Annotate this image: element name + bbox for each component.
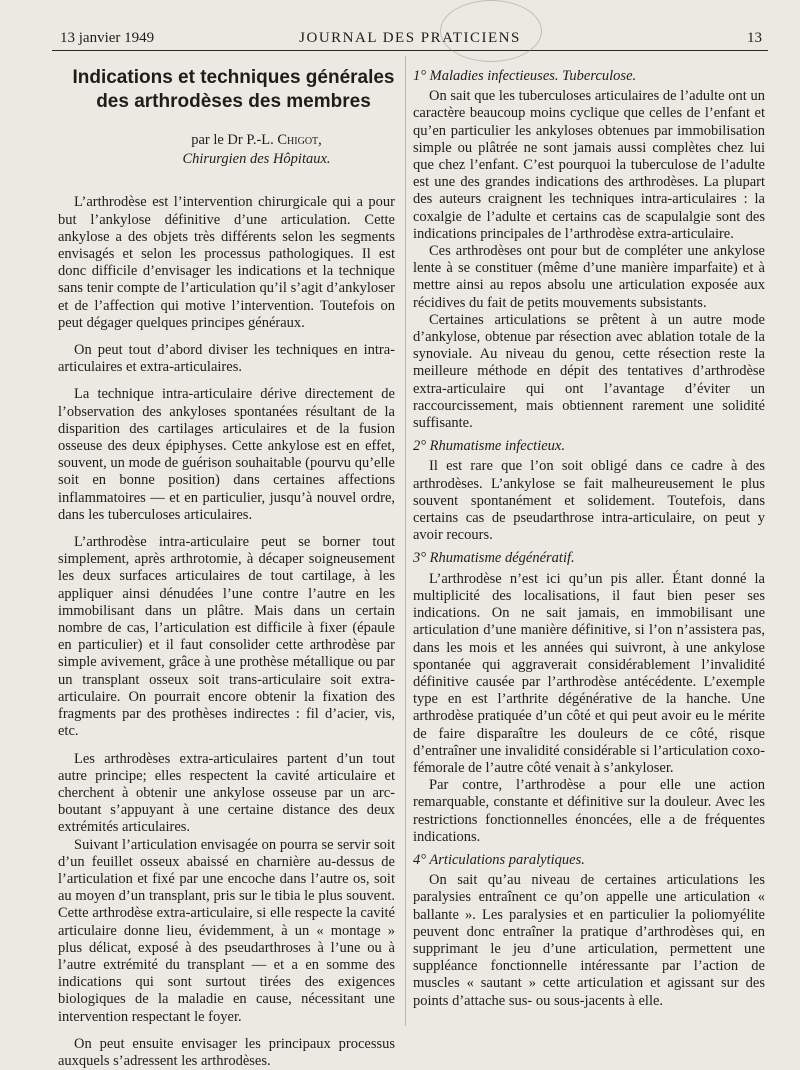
- section-heading: 3° Rhumatisme dégénératif.: [413, 550, 575, 567]
- paragraph: Par contre, l’arthrodèse a pour elle une action remarquable, constante et définitive sur la douleur. Avec les restrictions fonctionnelles énoncées, elle a de fréquentes indications.: [413, 777, 765, 845]
- paragraph: L’arthrodèse intra-articulaire peut se borner tout simplement, après arthrotomie, à décaper soigneusement les deux surfaces articulaires de tout cartilage, à les appliquer ainsi dénudées l’une contre l’autre en les immobilisant dans un plâtre. Mais dans un certain nombre de cas, l’articulation est difficile à fixer (épaule en particulier) et il faut consolider cette arthrodèse par simple avivement, grâce à une prothèse métallique ou par un transplant osseux soit trans-articulaire soit extra-articulaire. On pourrait encore obtenir la fixation des fragments par des prothèses indirectes : fil d’acier, vis, etc.: [58, 534, 395, 740]
- paragraph: Les arthrodèses extra-articulaires partent d’un tout autre principe; elles respectent la cavité articulaire et cherchent à obtenir une ankylose osseuse par un arc-boutant s’appuyant à une certaine distance des deux extrémités articulaires.: [58, 750, 395, 836]
- paragraph: On sait que les tuberculoses articulaires de l’adulte ont un caractère beaucoup moins cyclique que celles de l’enfant et qu’en particulier les ankyloses obtenues par immobilisation simple ou plâtrée ne sont jamais aussi complètes chez lui que chez l’enfant. C’est pourquoi la tuberculose de l’adulte est une des grandes indications des arthrodèses. La plupart des auteurs craignent les techniques intra-articulaires : la coxalgie de l’adulte et certains cas de scapulalgie sont des indications principales de l’arthrodèse extra-articulaire.: [413, 88, 765, 242]
- right-column: [413, 68, 765, 1010]
- title-line-1: Indications et techniques générales: [72, 67, 395, 88]
- journal-name: JOURNAL DES PRATICIENS: [299, 30, 521, 46]
- left-column: [58, 66, 395, 1070]
- paragraph: Certaines articulations se prêtent à un autre mode d’ankylose, obtenue par résection avec ablation totale de la synoviale. Au niveau du genou, cette résection reste la meilleure méthode en dépit des tentatives d’arthrodèse extra-articulaire qui ont l’avantage d’éviter un raccourcissement, mais obtiennent rarement une solidité suffisante.: [413, 311, 765, 432]
- author-name: Chigot,: [277, 132, 322, 148]
- byline: [118, 132, 395, 149]
- library-stamp: [440, 0, 542, 62]
- byline-prefix: par le Dr P.-L.: [191, 132, 274, 148]
- column-divider: [405, 56, 406, 1026]
- page-number: 13: [747, 30, 762, 46]
- title-line-2: des arthrodèses des membres: [96, 91, 371, 112]
- paragraph: On peut tout d’abord diviser les techniques en intra-articulaires et extra-articulaires.: [58, 342, 395, 376]
- paragraph: L’arthrodèse est l’intervention chirurgicale qui a pour but l’ankylose définitive d’une articulation. Cette ankylose a des objets très différents selon les segments envisagés et selon les processus pathologiques. Il est donc difficile d’envisager les indications et la technique sans tenir compte de l’articulation qu’il s’agit d’ankyloser et de l’affection qui motive l’intervention. Toutefois on peut dégager quelques principes généraux.: [58, 194, 395, 331]
- section-heading: 2° Rhumatisme infectieux.: [413, 438, 565, 455]
- paragraph: Ces arthrodèses ont pour but de compléter une ankylose lente à se constituer (même d’une manière imparfaite) et à mettre ainsi au repos absolu une articulation exposée aux récidives du fait de petits mouvements subsistants.: [413, 243, 765, 311]
- paragraph: On sait qu’au niveau de certaines articulations les paralysies entraînent ce qu’on appelle une articulation « ballante ». Les paralysies et en particulier la poliomyélite peuvent donc entraîner la pratique d’arthrodèses qui, en supprimant le jeu d’une articulation, permettent une suppléance fonctionnelle intéressante par l’action de muscles « sautant » cette articulation et agissant sur des points d’attache sus- ou sous-jacents à elle.: [413, 872, 765, 1009]
- paragraph: L’arthrodèse n’est ici qu’un pis aller. Étant donné la multiplicité des localisations, il faut bien peser ses indications. On ne sait jamais, en immobilisant une articulation d’une manière définitive, si l’on n’assistera pas, dans les mois et les années qui suivront, à une ankylose spontanée qui aggraverait considérablement l’invalidité définitive causée par l’arthrodèse antécédente. L’exemple type en est l’arthrite dégénérative de la hanche. Une arthrodèse pratiquée d’un côté et qui peut avoir eu le mérite de faire disparaître les douleurs de ce côté, risque d’entraîner une invalidité considérable si l’articulation coxo-fémorale de l’autre côté venait à s’ankyloser.: [413, 570, 765, 776]
- section-heading: 1° Maladies infectieuses. Tuberculose.: [413, 68, 637, 84]
- paragraph: Il est rare que l’on soit obligé dans ce cadre à des arthrodèses. L’ankylose se fait malheureusement le plus souvent spontanément et solidement. Toutefois, dans certains cas de pseudarthrose intra-articulaire, on peut y avoir recours.: [413, 458, 765, 544]
- paragraph: Suivant l’articulation envisagée on pourra se servir soit d’un feuillet osseux abaissé en charnière au-dessus de l’articulation et fixé par une encoche dans l’autre os, soit au moyen d’un transplant, pris sur le tibia le plus souvent. Cette arthrodèse extra-articulaire, si elle respecte la cavité articulaire donne lieu, évidemment, à un « montage » plus délicat, exposé à des pseudarthroses à l’une ou à l’autre extrémité du transplant — et a en somme des indications qui sont surtout tirées des exigences biologiques de la maladie en cause, nécessitant une intervention respectant le foyer.: [58, 836, 395, 1025]
- paragraph: La technique intra-articulaire dérive directement de l’observation des ankyloses spontanées résultant de la disparition des cartilages articulaires et de la fusion osseuse des deux épiphyses. Cette ankylose est en effet, souvent, un mode de guérison souhaitable (pourvu qu’elle soit en bonne position) dans certaines affections inflammatoires — et en particulier, jusqu’à nouvel ordre, dans les tuberculoses articulaires.: [58, 386, 395, 523]
- running-header: [52, 24, 768, 51]
- author-affiliation: Chirurgien des Hôpitaux.: [182, 151, 331, 168]
- paragraph: On peut ensuite envisager les principaux processus auxquels s’adressent les arthrodèses.: [58, 1035, 395, 1069]
- article-title: [58, 66, 395, 114]
- issue-date: 13 janvier 1949: [60, 30, 155, 46]
- section-heading: 4° Articulations paralytiques.: [413, 851, 585, 868]
